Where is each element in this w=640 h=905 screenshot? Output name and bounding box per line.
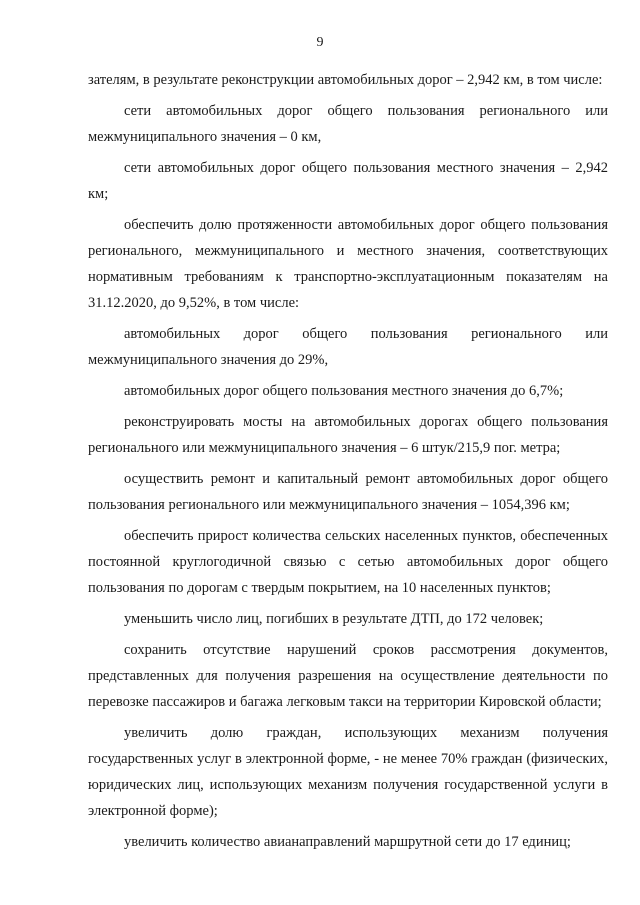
- paragraph-rural-settlements: обеспечить прирост количества сельских населенных пунктов, обеспеченных постоянной круглогодичной связью с сетью автомобильных дорог общего пользования по дорогам с твердым покрытием, на 10 населенных пунктов;: [88, 528, 608, 596]
- paragraph-road-fatalities: уменьшить число лиц, погибших в результате ДТП, до 172 человек;: [124, 611, 544, 627]
- paragraph-road-share-target: обеспечить долю протяженности автомобильных дорог общего пользования регионального, межмуниципального и местного значения, соответствующих нормативным требованиям к транспортно-эксплуатационным показателям на 31.12.2020, до 9,52%, в том числе:: [88, 217, 608, 311]
- paragraph-local-roads-km: сети автомобильных дорог общего пользования местного значения – 2,942 км;: [88, 160, 608, 202]
- paragraph-regional-share: автомобильных дорог общего пользования регионального или межмуниципального значения до 29%,: [88, 326, 608, 368]
- paragraph-bridges: реконструировать мосты на автомобильных дорогах общего пользования регионального или межмуниципального значения – 6 штук/215,9 пог. метра;: [88, 414, 608, 456]
- document-body: [88, 67, 608, 855]
- paragraph-regional-roads-km: сети автомобильных дорог общего пользования регионального или межмуниципального значения – 0 км,: [88, 103, 608, 145]
- paragraph-continuation: зателям, в результате реконструкции автомобильных дорог – 2,942 км, в том числе:: [88, 72, 603, 88]
- paragraph-local-share: автомобильных дорог общего пользования местного значения до 6,7%;: [124, 383, 564, 399]
- paragraph-air-routes: увеличить количество авианаправлений маршрутной сети до 17 единиц;: [124, 834, 571, 850]
- paragraph-road-repair: осуществить ремонт и капитальный ремонт автомобильных дорог общего пользования регионального или межмуниципального значения – 1054,396 км;: [88, 471, 608, 513]
- page-number: 9: [316, 35, 324, 50]
- paragraph-taxi-permits: сохранить отсутствие нарушений сроков рассмотрения документов, представленных для получения разрешения на осуществление деятельности по перевозке пассажиров и багажа легковым такси на территории Кировской области;: [88, 642, 608, 710]
- paragraph-electronic-services: увеличить долю граждан, использующих механизм получения государственных услуг в электронной форме, - не менее 70% граждан (физических, юридических лиц, использующих механизм получения государственной услуги в электронной форме);: [88, 725, 608, 819]
